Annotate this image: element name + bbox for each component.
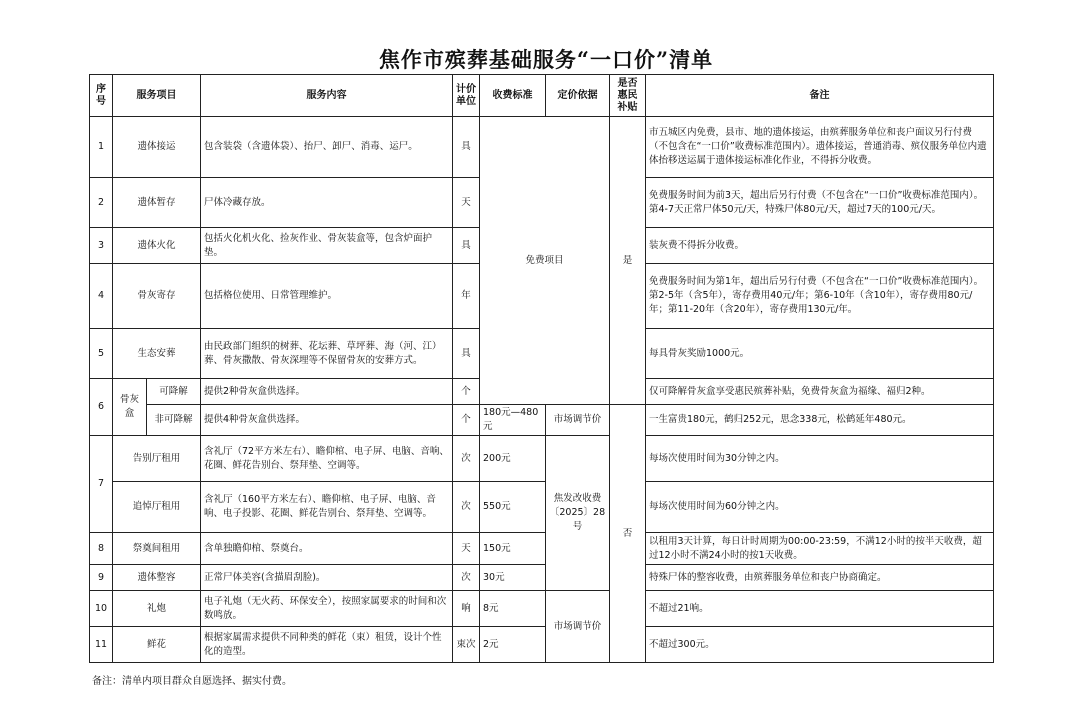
subsidy-no-cell: 否 (610, 405, 646, 663)
row-remark: 每场次使用时间为60分钟之内。 (646, 482, 994, 533)
row-unit: 具 (453, 329, 480, 379)
table-row (90, 405, 994, 436)
row-content: 含礼厅（72平方米左右）、瞻仰棺、电子屏、电脑、音响、花圈、鲜花告别台、祭拜垫、空调等。 (201, 436, 453, 482)
row-remark: 每具骨灰奖励1000元。 (646, 329, 994, 379)
row-content: 含单独瞻仰棺、祭奠台。 (201, 533, 453, 565)
row-no: 9 (90, 565, 113, 591)
row-unit: 个 (453, 379, 480, 405)
row-content: 正常尸体美容(含描眉刮脸)。 (201, 565, 453, 591)
row-no: 8 (90, 533, 113, 565)
row-fee: 2元 (480, 627, 546, 663)
subsidy-yes-cell: 是 (610, 117, 646, 405)
table-row (90, 117, 994, 178)
header-subsidy: 是否惠民补贴 (610, 75, 646, 117)
footnote: 备注：清单内项目群众自愿选择、据实付费。 (92, 676, 292, 687)
header-basis: 定价依据 (546, 75, 610, 117)
row-no: 3 (90, 228, 113, 264)
row-unit: 次 (453, 436, 480, 482)
row-fee: 180元—480元 (480, 405, 546, 436)
row-remark: 每场次使用时间为30分钟之内。 (646, 436, 994, 482)
table-header-row (90, 75, 994, 117)
free-project-cell: 免费项目 (480, 117, 610, 405)
row-unit: 个 (453, 405, 480, 436)
row-no: 2 (90, 178, 113, 228)
row-unit: 次 (453, 565, 480, 591)
row-remark: 不超过300元。 (646, 627, 994, 663)
row-remark: 以租用3天计算，每日计时周期为00:00-23:59，不满12小时的按半天收费，超过12小时不满24小时的按1天收费。 (646, 533, 994, 565)
row-content: 电子礼炮（无火药、环保安全），按照家属要求的时间和次数鸣放。 (201, 591, 453, 627)
row-item: 遗体整容 (113, 565, 201, 591)
row-remark: 特殊尸体的整容收费，由殡葬服务单位和丧户协商确定。 (646, 565, 994, 591)
row-item: 追悼厅租用 (113, 482, 201, 533)
table-row (90, 436, 994, 482)
row-no: 5 (90, 329, 113, 379)
row-unit: 具 (453, 117, 480, 178)
row-content: 提供4种骨灰盒供选择。 (201, 405, 453, 436)
table-row (90, 565, 994, 591)
row-unit: 响 (453, 591, 480, 627)
header-unit: 计价单位 (453, 75, 480, 117)
row-content: 包含装袋（含遗体袋）、抬尸、卸尸、消毒、运尸。 (201, 117, 453, 178)
row-fee: 30元 (480, 565, 546, 591)
row-remark: 仅可降解骨灰盒享受惠民殡葬补贴，免费骨灰盒为福缘、福归2种。 (646, 379, 994, 405)
header-remark: 备注 (646, 75, 994, 117)
row-remark: 免费服务时间为第1年，超出后另行付费（不包含在“一口价”收费标准范围内）。第2-5年（含5年），寄存费用40元/年；第6-10年（含10年），寄存费用80元/年；第11-20年（含20年），寄存费用130元/年。 (646, 264, 994, 329)
row-content: 含礼厅（160平方米左右）、瞻仰棺、电子屏、电脑、音响、电子投影、花圈、鲜花告别台、祭拜垫、空调等。 (201, 482, 453, 533)
row-remark: 装灰费不得拆分收费。 (646, 228, 994, 264)
row-no: 7 (90, 436, 113, 533)
row-unit: 束次 (453, 627, 480, 663)
row-no: 10 (90, 591, 113, 627)
row-remark: 不超过21响。 (646, 591, 994, 627)
row-item: 遗体火化 (113, 228, 201, 264)
row-no: 4 (90, 264, 113, 329)
row-remark: 市五城区内免费，县市、地的遗体接运，由殡葬服务单位和丧户面议另行付费（不包含在“一口价”收费标准范围内）。遗体接运，普通消毒、殡仪服务单位内遗体抬移送运属于遗体接运标准化作业，不得拆分收费。 (646, 117, 994, 178)
row-unit: 具 (453, 228, 480, 264)
row-unit: 天 (453, 533, 480, 565)
table-row (90, 482, 994, 533)
row-content: 包括火化机火化、捡灰作业、骨灰装盒等，包含炉面护垫。 (201, 228, 453, 264)
row-no: 11 (90, 627, 113, 663)
row-unit: 次 (453, 482, 480, 533)
row-fee: 8元 (480, 591, 546, 627)
row-item: 鲜花 (113, 627, 201, 663)
row-item: 告别厅租用 (113, 436, 201, 482)
urn-group-cell: 骨灰盒 (113, 379, 147, 436)
table-row (90, 533, 994, 565)
table-row (90, 627, 994, 663)
row-remark: 免费服务时间为前3天，超出后另行付费（不包含在“一口价”收费标准范围内）。第4-7天正常尸体50元/天，特殊尸体80元/天，超过7天的100元/天。 (646, 178, 994, 228)
row-fee: 150元 (480, 533, 546, 565)
row-remark: 一生富贵180元，鹤归252元，思念338元，松鹤延年480元。 (646, 405, 994, 436)
row-content: 包括格位使用、日常管理维护。 (201, 264, 453, 329)
row-item: 非可降解 (147, 405, 201, 436)
row-basis: 市场调节价 (546, 405, 610, 436)
page-title: 焦作市殡葬基础服务“一口价”清单 (378, 47, 714, 72)
row-item: 可降解 (147, 379, 201, 405)
row-unit: 天 (453, 178, 480, 228)
row-fee: 550元 (480, 482, 546, 533)
row-no: 6 (90, 379, 113, 436)
header-item: 服务项目 (113, 75, 201, 117)
row-item: 生态安葬 (113, 329, 201, 379)
price-list-table (89, 74, 994, 663)
market-price-cell: 市场调节价 (546, 591, 610, 663)
row-content: 由民政部门组织的树葬、花坛葬、草坪葬、海（河、江）葬、骨灰撒散、骨灰深埋等不保留骨灰的安葬方式。 (201, 329, 453, 379)
row-content: 提供2种骨灰盒供选择。 (201, 379, 453, 405)
row-item: 祭奠间租用 (113, 533, 201, 565)
row-item: 遗体暂存 (113, 178, 201, 228)
row-item: 遗体接运 (113, 117, 201, 178)
row-item: 礼炮 (113, 591, 201, 627)
row-fee: 200元 (480, 436, 546, 482)
table-row (90, 591, 994, 627)
header-seq: 序号 (90, 75, 113, 117)
row-item: 骨灰寄存 (113, 264, 201, 329)
row-unit: 年 (453, 264, 480, 329)
header-fee: 收费标准 (480, 75, 546, 117)
row-no: 1 (90, 117, 113, 178)
row-content: 尸体冷藏存放。 (201, 178, 453, 228)
price-doc-cell: 焦发改收费〔2025〕28号 (546, 436, 610, 591)
header-content: 服务内容 (201, 75, 453, 117)
row-content: 根据家属需求提供不同种类的鲜花（束）租赁，设计个性化的造型。 (201, 627, 453, 663)
